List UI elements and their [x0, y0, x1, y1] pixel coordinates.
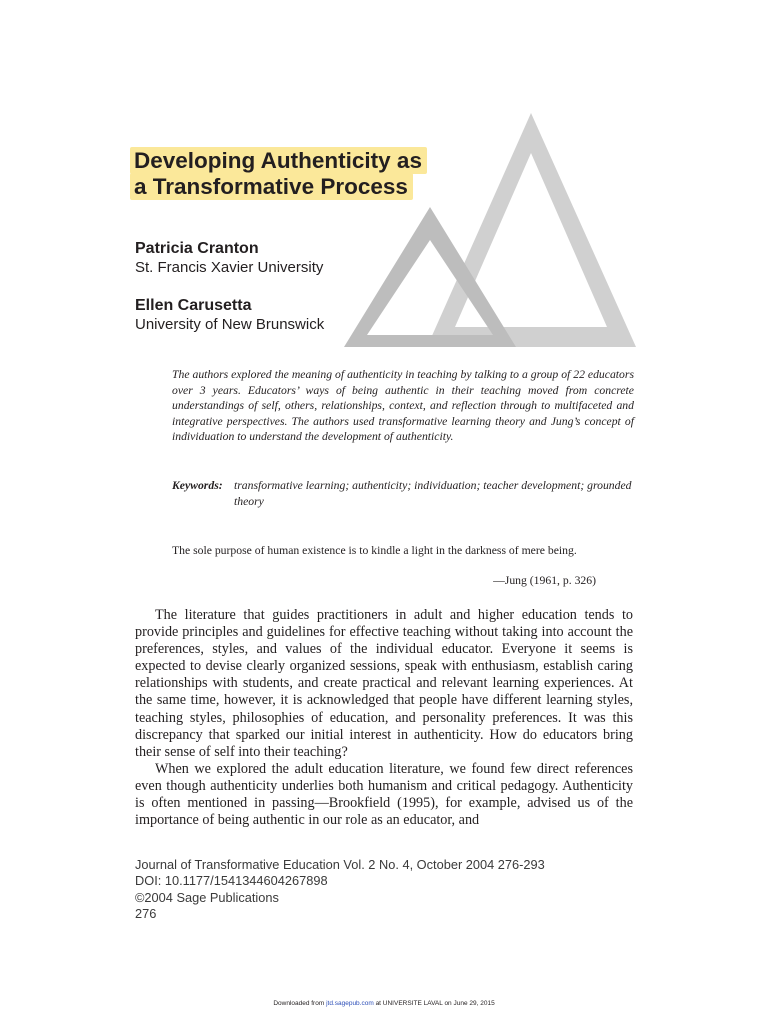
- page-number: 276: [135, 905, 157, 921]
- abstract: The authors explored the meaning of authenticity in teaching by talking to a group of 22 educators over 3 years. Educators’ ways of being authentic in their teaching moved from concrete understandings of self, others, relationships, context, and reflection through to multifaceted and integrative perspectives. The authors used transformative learning theory and Jung’s concept of individuation to understand the development of authenticity.: [172, 368, 634, 444]
- title-line-2: a Transformative Process: [130, 173, 413, 200]
- keywords-label: Keywords:: [172, 479, 223, 492]
- keywords: [172, 478, 642, 509]
- download-suffix: at UNIVERSITE LAVAL on June 29, 2015: [373, 1000, 495, 1007]
- author-block-2: [135, 296, 324, 334]
- body-paragraph: When we explored the adult education literature, we found few direct references even though authenticity underlies both humanism and critical pedagogy. Authenticity is often mentioned in passing—Brookfield (1995), for example, advised us of the importance of being authentic in our role as an educator, and: [135, 760, 633, 829]
- author-name: Ellen Carusetta: [135, 297, 252, 314]
- article-title: [130, 148, 427, 200]
- author-affiliation: St. Francis Xavier University: [135, 259, 324, 276]
- journal-citation-footer: [135, 857, 545, 922]
- body-paragraph: The literature that guides practitioners in adult and higher education tends to provide principles and guidelines for effective teaching without taking into account the preferences, styles, and values of the individual educator. Everyone it seems is expected to devise clearly organized sessions, speak with enthusiasm, establish caring relationships with students, and create practical and relevant learning experiences. At the same time, however, it is acknowledged that people have different learning styles, teaching styles, philosophies of education, and personality preferences. It was this discrepancy that sparked our initial interest in authenticity. How do educators bring their sense of self into their teaching?: [135, 607, 633, 760]
- journal-citation: Journal of Transformative Education Vol. 2 No. 4, October 2004 276-293: [135, 857, 545, 872]
- download-prefix: Downloaded from: [273, 1000, 327, 1007]
- download-link[interactable]: jtd.sagepub.com: [326, 1000, 374, 1007]
- author-affiliation: University of New Brunswick: [135, 316, 325, 333]
- author-block-1: [135, 239, 323, 277]
- epigraph-attribution: —Jung (1961, p. 326): [493, 574, 596, 587]
- copyright: ©2004 Sage Publications: [135, 889, 279, 905]
- doi: DOI: 10.1177/1541344604267898: [135, 873, 328, 889]
- download-notice: [0, 1000, 768, 1007]
- keywords-text: transformative learning; authenticity; individuation; teacher development; grounded theory: [234, 479, 632, 508]
- epigraph-quote: The sole purpose of human existence is to kindle a light in the darkness of mere being.: [172, 544, 577, 557]
- title-line-1: Developing Authenticity as: [130, 147, 427, 174]
- body-text: [135, 607, 633, 829]
- author-name: Patricia Cranton: [135, 240, 259, 257]
